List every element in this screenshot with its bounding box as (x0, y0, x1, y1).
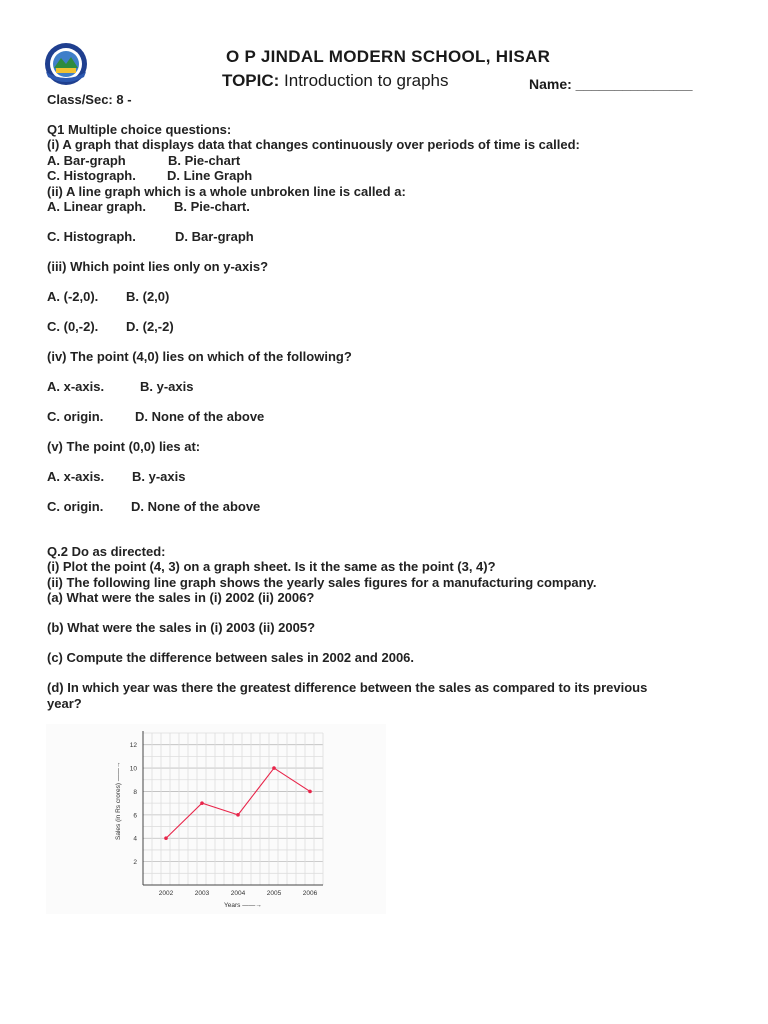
q1-v-options-row1 (47, 469, 185, 484)
option-d: D. None of the above (135, 409, 265, 424)
q1-iv-options-row1 (47, 379, 193, 394)
x-tick-label: 2005 (266, 890, 282, 897)
option-c: C. origin. (47, 499, 104, 514)
option-a: A. Linear graph. (47, 199, 146, 214)
option-c: C. Histograph. (47, 229, 136, 244)
q1-iii-options-row2 (47, 319, 174, 334)
x-tick-label: 2006 (302, 890, 318, 897)
y-tick-label: 6 (133, 812, 137, 820)
y-tick-label: 10 (129, 765, 137, 773)
option-d: D. Bar-graph (175, 229, 254, 244)
data-point-2002 (164, 836, 168, 840)
q2-c-question: (c) Compute the difference between sales in 2002 and 2006. (47, 650, 415, 665)
option-a: A. Bar-graph (47, 153, 126, 168)
topic-label: TOPIC: (222, 71, 280, 90)
data-point-2004 (236, 813, 240, 817)
q2-title: Q.2 Do as directed: (47, 544, 166, 559)
name-field-label: Name: _______________ (529, 76, 693, 92)
option-c: C. (0,-2). (47, 319, 99, 334)
topic-heading (222, 71, 448, 91)
option-d: D. (2,-2) (126, 319, 174, 334)
y-tick-label: 2 (133, 859, 137, 867)
y-axis-title: Sales (in Rs crores) ——→ (115, 761, 122, 840)
q1-iii-options-row1 (47, 289, 169, 304)
option-d: D. Line Graph (167, 168, 253, 183)
x-axis-title: Years ——→ (224, 902, 262, 909)
topic-text: Introduction to graphs (279, 71, 449, 90)
option-b: B. y-axis (132, 469, 186, 484)
sales-line-chart (46, 724, 386, 914)
q2-a-question: (a) What were the sales in (i) 2002 (ii) 2006? (47, 590, 315, 605)
class-section-label: Class/Sec: 8 - (47, 92, 132, 107)
q1-ii-options-row1 (47, 199, 250, 214)
x-tick-label: 2003 (194, 890, 210, 897)
option-b: B. y-axis (140, 379, 194, 394)
y-tick-label: 8 (133, 788, 137, 796)
x-tick-label: 2002 (158, 890, 174, 897)
school-logo (44, 42, 88, 86)
q2-i-question: (i) Plot the point (4, 3) on a graph sheet. Is it the same as the point (3, 4)? (47, 559, 496, 574)
q1-i-options-row2 (47, 168, 252, 183)
y-tick-label: 4 (133, 835, 137, 843)
data-point-2006 (308, 790, 312, 794)
q1-i-options-row1 (47, 153, 240, 168)
option-a: A. x-axis. (47, 379, 105, 394)
data-point-2003 (200, 801, 204, 805)
q2-d-question-line1: (d) In which year was there the greatest difference between the sales as compared to its previous (47, 680, 648, 695)
option-c: C. Histograph. (47, 168, 136, 183)
q2-ii-question: (ii) The following line graph shows the yearly sales figures for a manufacturing company. (47, 575, 597, 590)
q1-iv-question: (iv) The point (4,0) lies on which of the following? (47, 349, 352, 364)
q1-v-question: (v) The point (0,0) lies at: (47, 439, 201, 454)
q1-ii-question: (ii) A line graph which is a whole unbroken line is called a: (47, 184, 406, 199)
q1-iv-options-row2 (47, 409, 264, 424)
q1-iii-question: (iii) Which point lies only on y-axis? (47, 259, 269, 274)
q1-v-options-row2 (47, 499, 260, 514)
q2-b-question: (b) What were the sales in (i) 2003 (ii) 2005? (47, 620, 316, 635)
option-d: D. None of the above (131, 499, 261, 514)
y-tick-label: 12 (129, 742, 137, 750)
option-a: A. (-2,0). (47, 289, 99, 304)
school-name: O P JINDAL MODERN SCHOOL, HISAR (226, 47, 551, 66)
q1-ii-options-row2 (47, 229, 254, 244)
option-b: B. (2,0) (126, 289, 170, 304)
option-b: B. Pie-chart (168, 153, 241, 168)
q2-d-question-line2: year? (47, 696, 82, 711)
data-point-2005 (272, 766, 276, 770)
q1-title: Q1 Multiple choice questions: (47, 122, 232, 137)
option-b: B. Pie-chart. (174, 199, 250, 214)
chart-grid (143, 733, 323, 885)
option-c: C. origin. (47, 409, 104, 424)
option-a: A. x-axis. (47, 469, 105, 484)
x-tick-label: 2004 (230, 890, 246, 897)
q1-i-question: (i) A graph that displays data that changes continuously over periods of time is called: (47, 137, 580, 152)
